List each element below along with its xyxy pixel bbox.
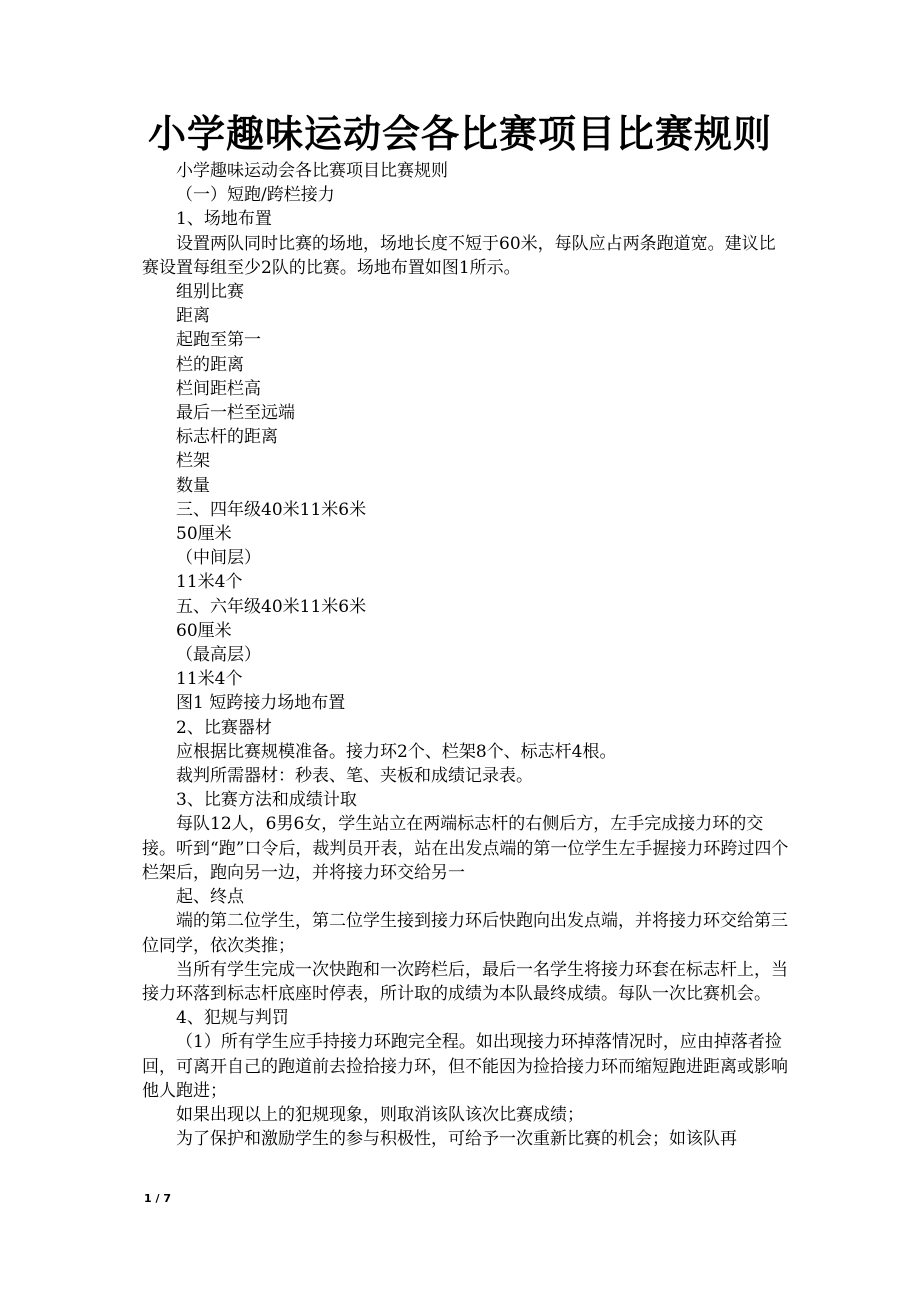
- paragraph: 裁判所需器材：秒表、笔、夹板和成绩记录表。: [176, 766, 533, 787]
- paragraph: 3、比赛方法和成绩计取: [176, 790, 357, 811]
- paragraph: 如果出现以上的犯规现象，则取消该队该次比赛成绩；: [176, 1104, 584, 1125]
- paragraph: 距离: [176, 306, 210, 327]
- paragraph: 设置两队同时比赛的场地，场地长度不短于60米，每队应占两条跑道宽。建议比赛设置每组至少2队的比赛。场地布置如图1所示。: [142, 233, 776, 278]
- paragraph: 组别比赛: [176, 282, 244, 303]
- document-body: [142, 159, 790, 1151]
- paragraph: （1）所有学生应手持接力环跑完全程。如出现接力环掉落情况时，应由掉落者捡回，可离开自己的跑道前去捡拾接力环，但不能因为捡拾接力环而缩短跑进距离或影响他人跑进；: [142, 1032, 788, 1101]
- paragraph: 小学趣味运动会各比赛项目比赛规则: [176, 161, 448, 181]
- paragraph: 为了保护和激励学生的参与积极性，可给予一次重新比赛的机会；如该队再: [176, 1129, 737, 1150]
- paragraph: 标志杆的距离: [176, 427, 278, 448]
- paragraph: 起跑至第一: [176, 330, 261, 351]
- paragraph: 每队12人，6男6女，学生站立在两端标志杆的右侧后方，左手完成接力环的交接。听到“跑”口令后，裁判员开表，站在出发点端的第一位学生左手握接力环跨过四个栏架后，跑向另一边，并将接力环交给另一: [142, 814, 789, 883]
- paragraph: 最后一栏至远端: [176, 403, 295, 424]
- paragraph: 当所有学生完成一次快跑和一次跨栏后，最后一名学生将接力环套在标志杆上，当接力环落到标志杆底座时停表，所计取的成绩为本队最终成绩。每队一次比赛机会。: [142, 959, 788, 1004]
- paragraph: 60厘米: [176, 620, 232, 641]
- paragraph: 50厘米: [176, 524, 232, 545]
- paragraph: 4、犯规与判罚: [176, 1008, 289, 1029]
- paragraph: 起、终点: [176, 887, 244, 908]
- paragraph: 2、比赛器材: [176, 717, 272, 738]
- paragraph: 11米4个: [176, 669, 243, 690]
- paragraph: 1、场地布置: [176, 209, 272, 230]
- paragraph: 数量: [176, 475, 210, 496]
- paragraph: （一）短跑/跨栏接力: [176, 185, 335, 206]
- paragraph: 图1 短跨接力场地布置: [176, 693, 346, 714]
- page-number: 1 / 7: [144, 1192, 171, 1205]
- paragraph: 五、六年级40米11米6米: [176, 596, 367, 617]
- paragraph: 三、四年级40米11米6米: [176, 499, 367, 520]
- paragraph: （中间层）: [176, 548, 261, 569]
- paragraph: （最高层）: [176, 645, 261, 666]
- paragraph: 端的第二位学生，第二位学生接到接力环后快跑向出发点端，并将接力环交给第三位同学，依次类推；: [142, 911, 788, 956]
- paragraph: 应根据比赛规模准备。接力环2个、栏架8个、标志杆4根。: [176, 741, 617, 762]
- paragraph: 栏的距离: [176, 354, 244, 375]
- paragraph: 栏架: [176, 451, 210, 472]
- paragraph: 11米4个: [176, 572, 243, 593]
- document-title: 小学趣味运动会各比赛项目比赛规则: [147, 111, 772, 156]
- paragraph: 栏间距栏高: [176, 378, 261, 399]
